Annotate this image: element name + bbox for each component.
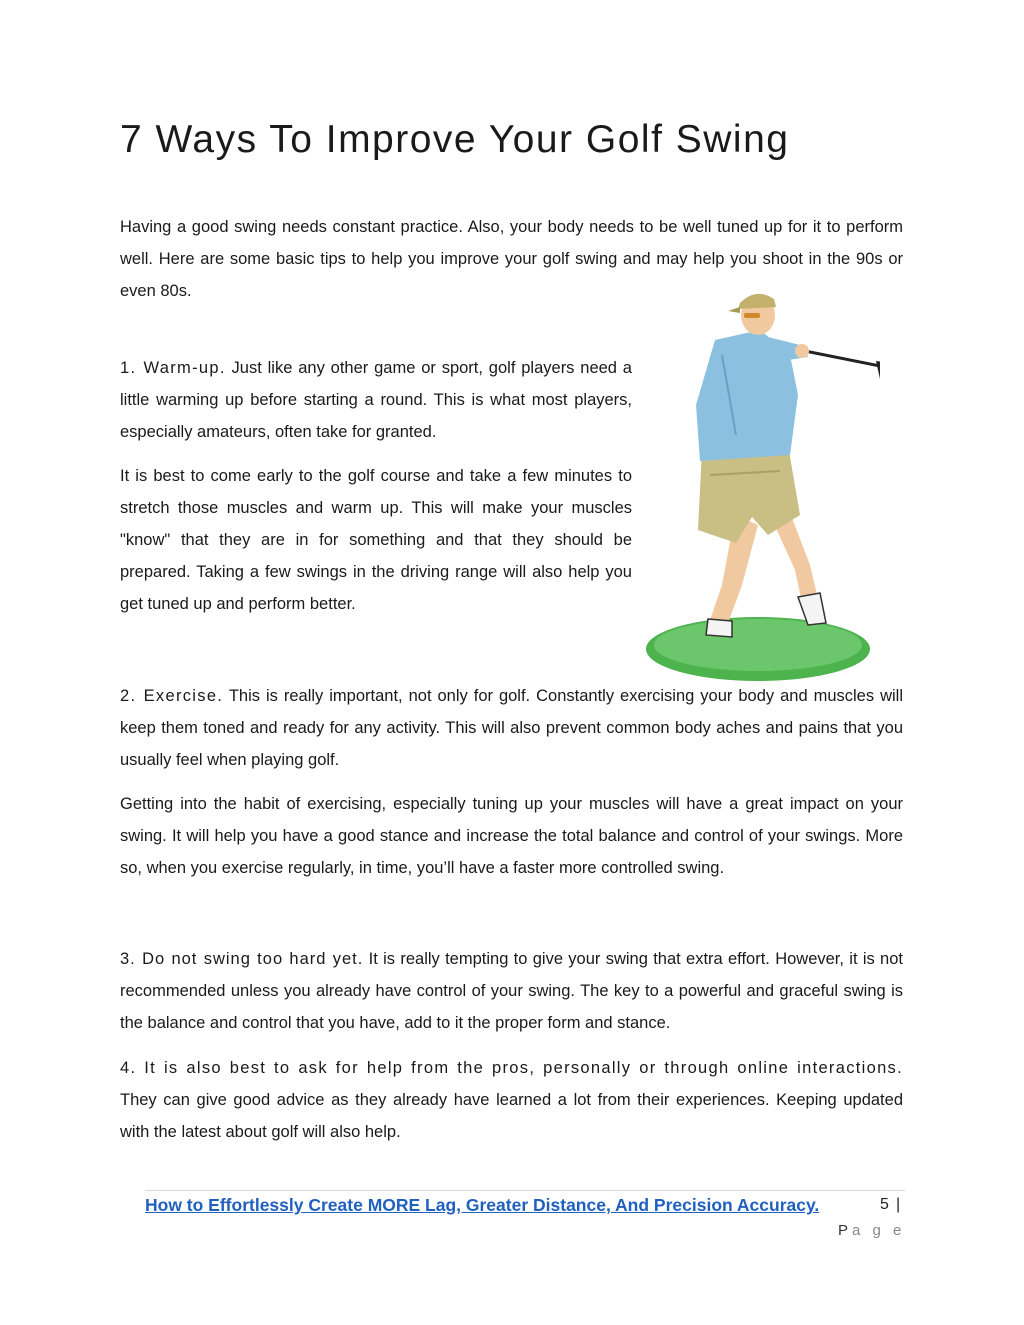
footer-title-link[interactable]: How to Effortlessly Create MORE Lag, Greater Distance, And Precision Accuracy.: [145, 1195, 820, 1215]
tip-1-more-paragraph: It is best to come early to the golf course and take a few minutes to stretch those muscles and warm up. This will make your muscles "know" that they are in for something and that they should be prepared. Taking a few swings in the driving range will also help you get tuned up and perform better.: [120, 467, 632, 613]
tip-4-lead: 4. It is also best to ask for help from the pros, personally or through online interactions.: [120, 1059, 903, 1077]
tip-1-text: Just like any other game or sport, golf players need a little warming up before starting a round. This is what most players, especially amateurs, often take for granted.: [120, 359, 632, 441]
page-word-rest: a g e: [852, 1222, 906, 1239]
footer-divider: [145, 1190, 905, 1191]
tip-1-paragraph: [120, 352, 632, 448]
cap-brim: [728, 307, 740, 313]
tip-4-paragraph: [120, 1052, 903, 1148]
golf-cap: [738, 294, 776, 309]
page-separator: |: [896, 1196, 901, 1213]
sunglasses: [744, 313, 760, 318]
hands: [795, 344, 809, 358]
page-word: [838, 1222, 905, 1239]
tip-1-lead: 1. Warm-up.: [120, 359, 226, 377]
grass-highlight: [654, 619, 862, 671]
tip-2-lead: 2. Exercise.: [120, 687, 224, 705]
intro-paragraph: Having a good swing needs constant practice. Also, your body needs to be well tuned up for it to perform well. Here are some basic tips to help you improve your golf swing and may help you shoot in the 90s or even 80s.: [120, 218, 903, 300]
page-title: 7 Ways To Improve Your Golf Swing: [120, 118, 790, 161]
back-shoe: [706, 619, 732, 637]
tip-3-paragraph: [120, 943, 903, 1039]
tip-3-text: It is really tempting to give your swing that extra effort. However, it is not recommended unless you already have control of your swing. The key to a powerful and graceful swing is the balance and control that you have, add to it the proper form and stance.: [120, 950, 903, 1032]
tip-2-paragraph: [120, 680, 903, 776]
tip-4-text: They can give good advice as they already have learned a lot from their experiences. Keeping updated with the latest about golf will also help.: [120, 1091, 903, 1141]
tip-2-text: This is really important, not only for golf. Constantly exercising your body and muscles will keep them toned and ready for any activity. This will also prevent common body aches and pains that you usually feel when playing golf.: [120, 687, 903, 769]
tip-2-more-paragraph: Getting into the habit of exercising, especially tuning up your muscles will have a great impact on your swing. It will help you have a good stance and increase the total balance and control of your swings. More so, when you exercise regularly, in time, you’ll have a faster more controlled swing.: [120, 795, 903, 877]
golf-club-shaft: [800, 350, 880, 367]
golfer-swing-illustration: [640, 285, 880, 685]
page-number: 5: [880, 1196, 889, 1213]
page-word-first: P: [838, 1222, 853, 1239]
tip-3-lead: 3. Do not swing too hard yet.: [120, 950, 364, 968]
